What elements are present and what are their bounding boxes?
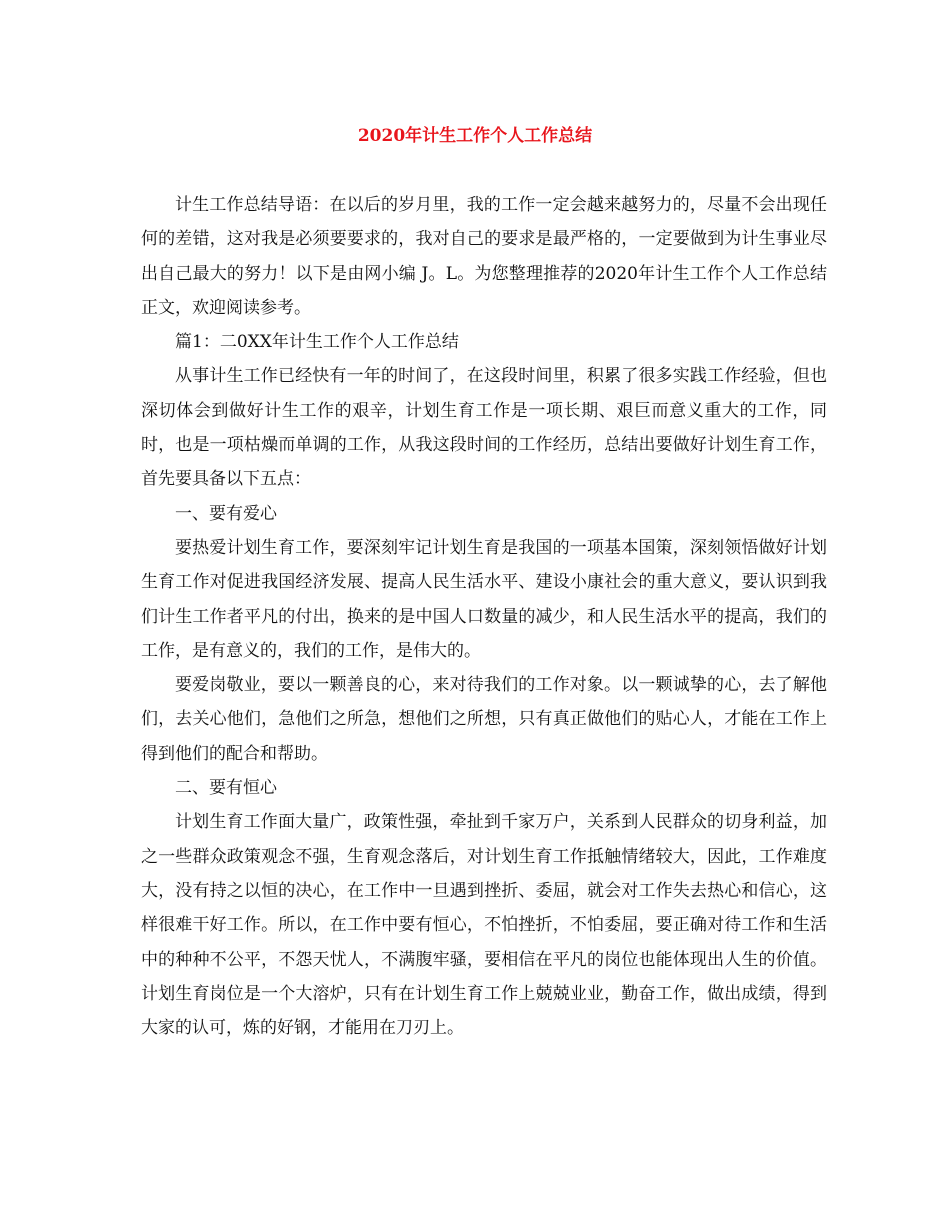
paragraph-heading-perseverance: 二、要有恒心 [175,778,277,799]
paragraph-love-job: 要爱岗敬业，要以一颗善良的心，来对待我们的工作对象。以一颗诚挚的心，去了解他们，去关心他们，急他们之所急，想他们之所想，只有真正做他们的贴心人，才能在工作上得到他们的配合和帮助。 [141,675,827,764]
document-body [141,188,827,1045]
paragraph-love-policy: 要热爱计划生育工作，要深刻牢记计划生育是我国的一项基本国策，深刻领悟做好计划生育工作对促进我国经济发展、提高人民生活水平、建设小康社会的重大意义，要认识到我们计生工作者平凡的付出，换来的是中国人口数量的减少，和人民生活水平的提高，我们的工作，是有意义的，我们的工作，是伟大的。 [141,537,827,661]
document-title: 2020年计生工作个人工作总结 [357,126,593,146]
paragraph-heading-love: 一、要有爱心 [175,503,277,524]
paragraph-perseverance: 计划生育工作面大量广，政策性强，牵扯到千家万户，关系到人民群众的切身利益，加之一些群众政策观念不强，生育观念落后，对计划生育工作抵触情绪较大，因此，工作难度大，没有持之以恒的决心，在工作中一旦遇到挫折、委屈，就会对工作失去热心和信心，这样很难干好工作。所以，在工作中要有恒心，不怕挫折，不怕委屈，要正确对待工作和生活中的种种不公平，不怨天忧人，不满腹牢骚，要相信在平凡的岗位也能体现出人生的价值。计划生育岗位是一个大溶炉，只有在计划生育工作上兢兢业业，勤奋工作，做出成绩，得到大家的认可，炼的好钢，才能用在刀刃上。 [141,812,827,1039]
paragraph-experience: 从事计生工作已经快有一年的时间了，在这段时间里，积累了很多实践工作经验，但也深切体会到做好计生工作的艰辛，计划生育工作是一项长期、艰巨而意义重大的工作，同时，也是一项枯燥而单调的工作，从我这段时间的工作经历，总结出要做好计划生育工作，首先要具备以下五点： [141,366,827,490]
paragraph-intro: 计生工作总结导语：在以后的岁月里，我的工作一定会越来越努力的，尽量不会出现任何的差错，这对我是必须要要求的，我对自己的要求是最严格的，一定要做到为计生事业尽出自己最大的努力！以下是由网小编 J。L。为您整理推荐的2020年计生工作个人工作总结正文，欢迎阅读参考。 [141,195,827,318]
paragraph-section-heading: 篇1：二0XX年计生工作个人工作总结 [175,332,459,353]
